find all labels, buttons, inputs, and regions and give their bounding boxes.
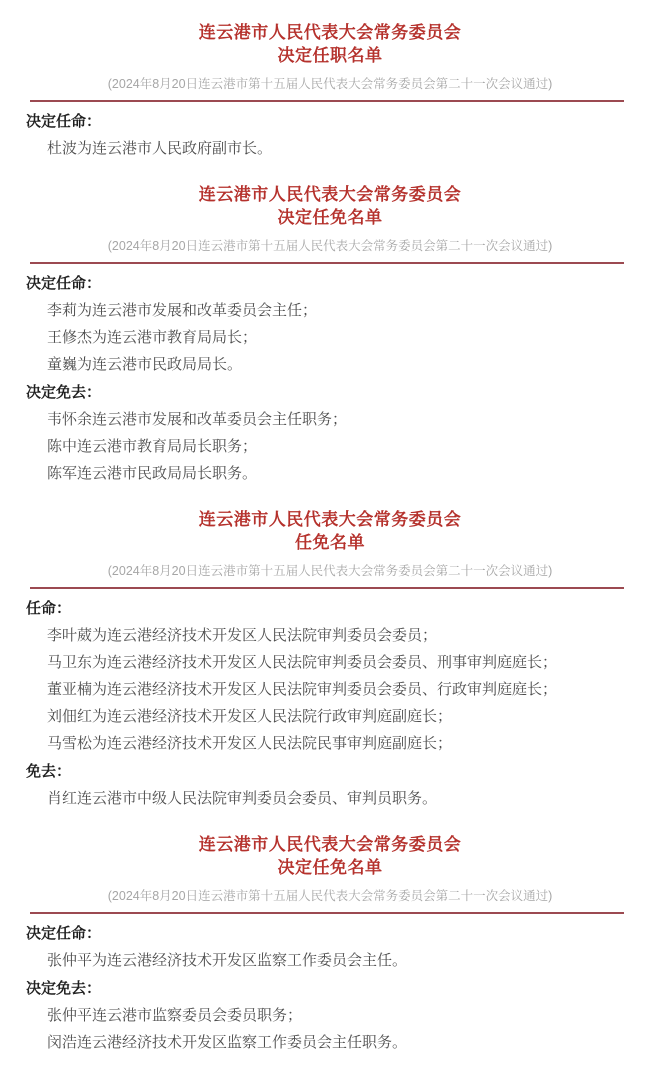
appointment-item: 刘佃红为连云港经济技术开发区人民法院行政审判庭副庭长；	[47, 708, 453, 725]
committee-title: 连云港市人民代表大会常务委员会	[198, 835, 462, 854]
appointment-item: 马卫东为连云港经济技术开发区人民法院审判委员会委员、刑事审判庭庭长；	[47, 654, 558, 671]
block-label: 免去：	[26, 763, 72, 780]
section-divider	[30, 262, 624, 264]
list-title: 任免名单	[295, 533, 365, 552]
section-blocks	[0, 926, 660, 1051]
appointment-item: 陈军连云港市民政局局长职务。	[47, 465, 258, 482]
block-label: 决定任命：	[26, 113, 102, 130]
meeting-note: (2024年8月20日连云港市第十五届人民代表大会常务委员会第二十一次会议通过)	[107, 889, 553, 903]
announcement-section	[0, 508, 660, 807]
meeting-note: (2024年8月20日连云港市第十五届人民代表大会常务委员会第二十一次会议通过)	[107, 77, 553, 91]
committee-title: 连云港市人民代表大会常务委员会	[198, 23, 462, 42]
appointment-item: 李莉为连云港市发展和改革委员会主任；	[47, 302, 318, 319]
appointment-item: 张仲平连云港市监察委员会委员职务；	[47, 1007, 303, 1024]
block-label: 任命：	[26, 600, 72, 617]
appointment-item: 李叶葳为连云港经济技术开发区人民法院审判委员会委员；	[47, 627, 438, 644]
section-blocks	[0, 114, 660, 157]
section-blocks	[0, 601, 660, 807]
appointment-item: 韦怀余连云港市发展和改革委员会主任职务；	[47, 411, 348, 428]
committee-title: 连云港市人民代表大会常务委员会	[198, 510, 462, 529]
section-divider	[30, 912, 624, 914]
appointment-item: 杜波为连云港市人民政府副市长。	[47, 140, 273, 157]
appointment-item: 闵浩连云港经济技术开发区监察工作委员会主任职务。	[47, 1034, 408, 1051]
block-label: 决定任命：	[26, 275, 102, 292]
block-label: 决定免去：	[26, 980, 102, 997]
committee-title: 连云港市人民代表大会常务委员会	[198, 185, 462, 204]
appointment-item: 童巍为连云港市民政局局长。	[47, 356, 243, 373]
meeting-note: (2024年8月20日连云港市第十五届人民代表大会常务委员会第二十一次会议通过)	[107, 239, 553, 253]
section-divider	[30, 100, 624, 102]
appointment-item: 陈中连云港市教育局局长职务；	[47, 438, 258, 455]
appointment-item: 肖红连云港市中级人民法院审判委员会委员、审判员职务。	[47, 790, 438, 807]
list-title: 决定任职名单	[277, 46, 383, 65]
announcement-section	[0, 183, 660, 482]
section-divider	[30, 587, 624, 589]
list-title: 决定任免名单	[277, 858, 383, 877]
appointment-item: 张仲平为连云港经济技术开发区监察工作委员会主任。	[47, 952, 408, 969]
section-blocks	[0, 276, 660, 482]
block-label: 决定免去：	[26, 384, 102, 401]
announcement-section	[0, 833, 660, 1051]
appointment-item: 董亚楠为连云港经济技术开发区人民法院审判委员会委员、行政审判庭庭长；	[47, 681, 558, 698]
appointment-item: 王修杰为连云港市教育局局长；	[47, 329, 258, 346]
announcement-section	[0, 21, 660, 157]
meeting-note: (2024年8月20日连云港市第十五届人民代表大会常务委员会第二十一次会议通过)	[107, 564, 553, 578]
list-title: 决定任免名单	[277, 208, 383, 227]
appointment-item: 马雪松为连云港经济技术开发区人民法院民事审判庭副庭长；	[47, 735, 453, 752]
block-label: 决定任命：	[26, 925, 102, 942]
